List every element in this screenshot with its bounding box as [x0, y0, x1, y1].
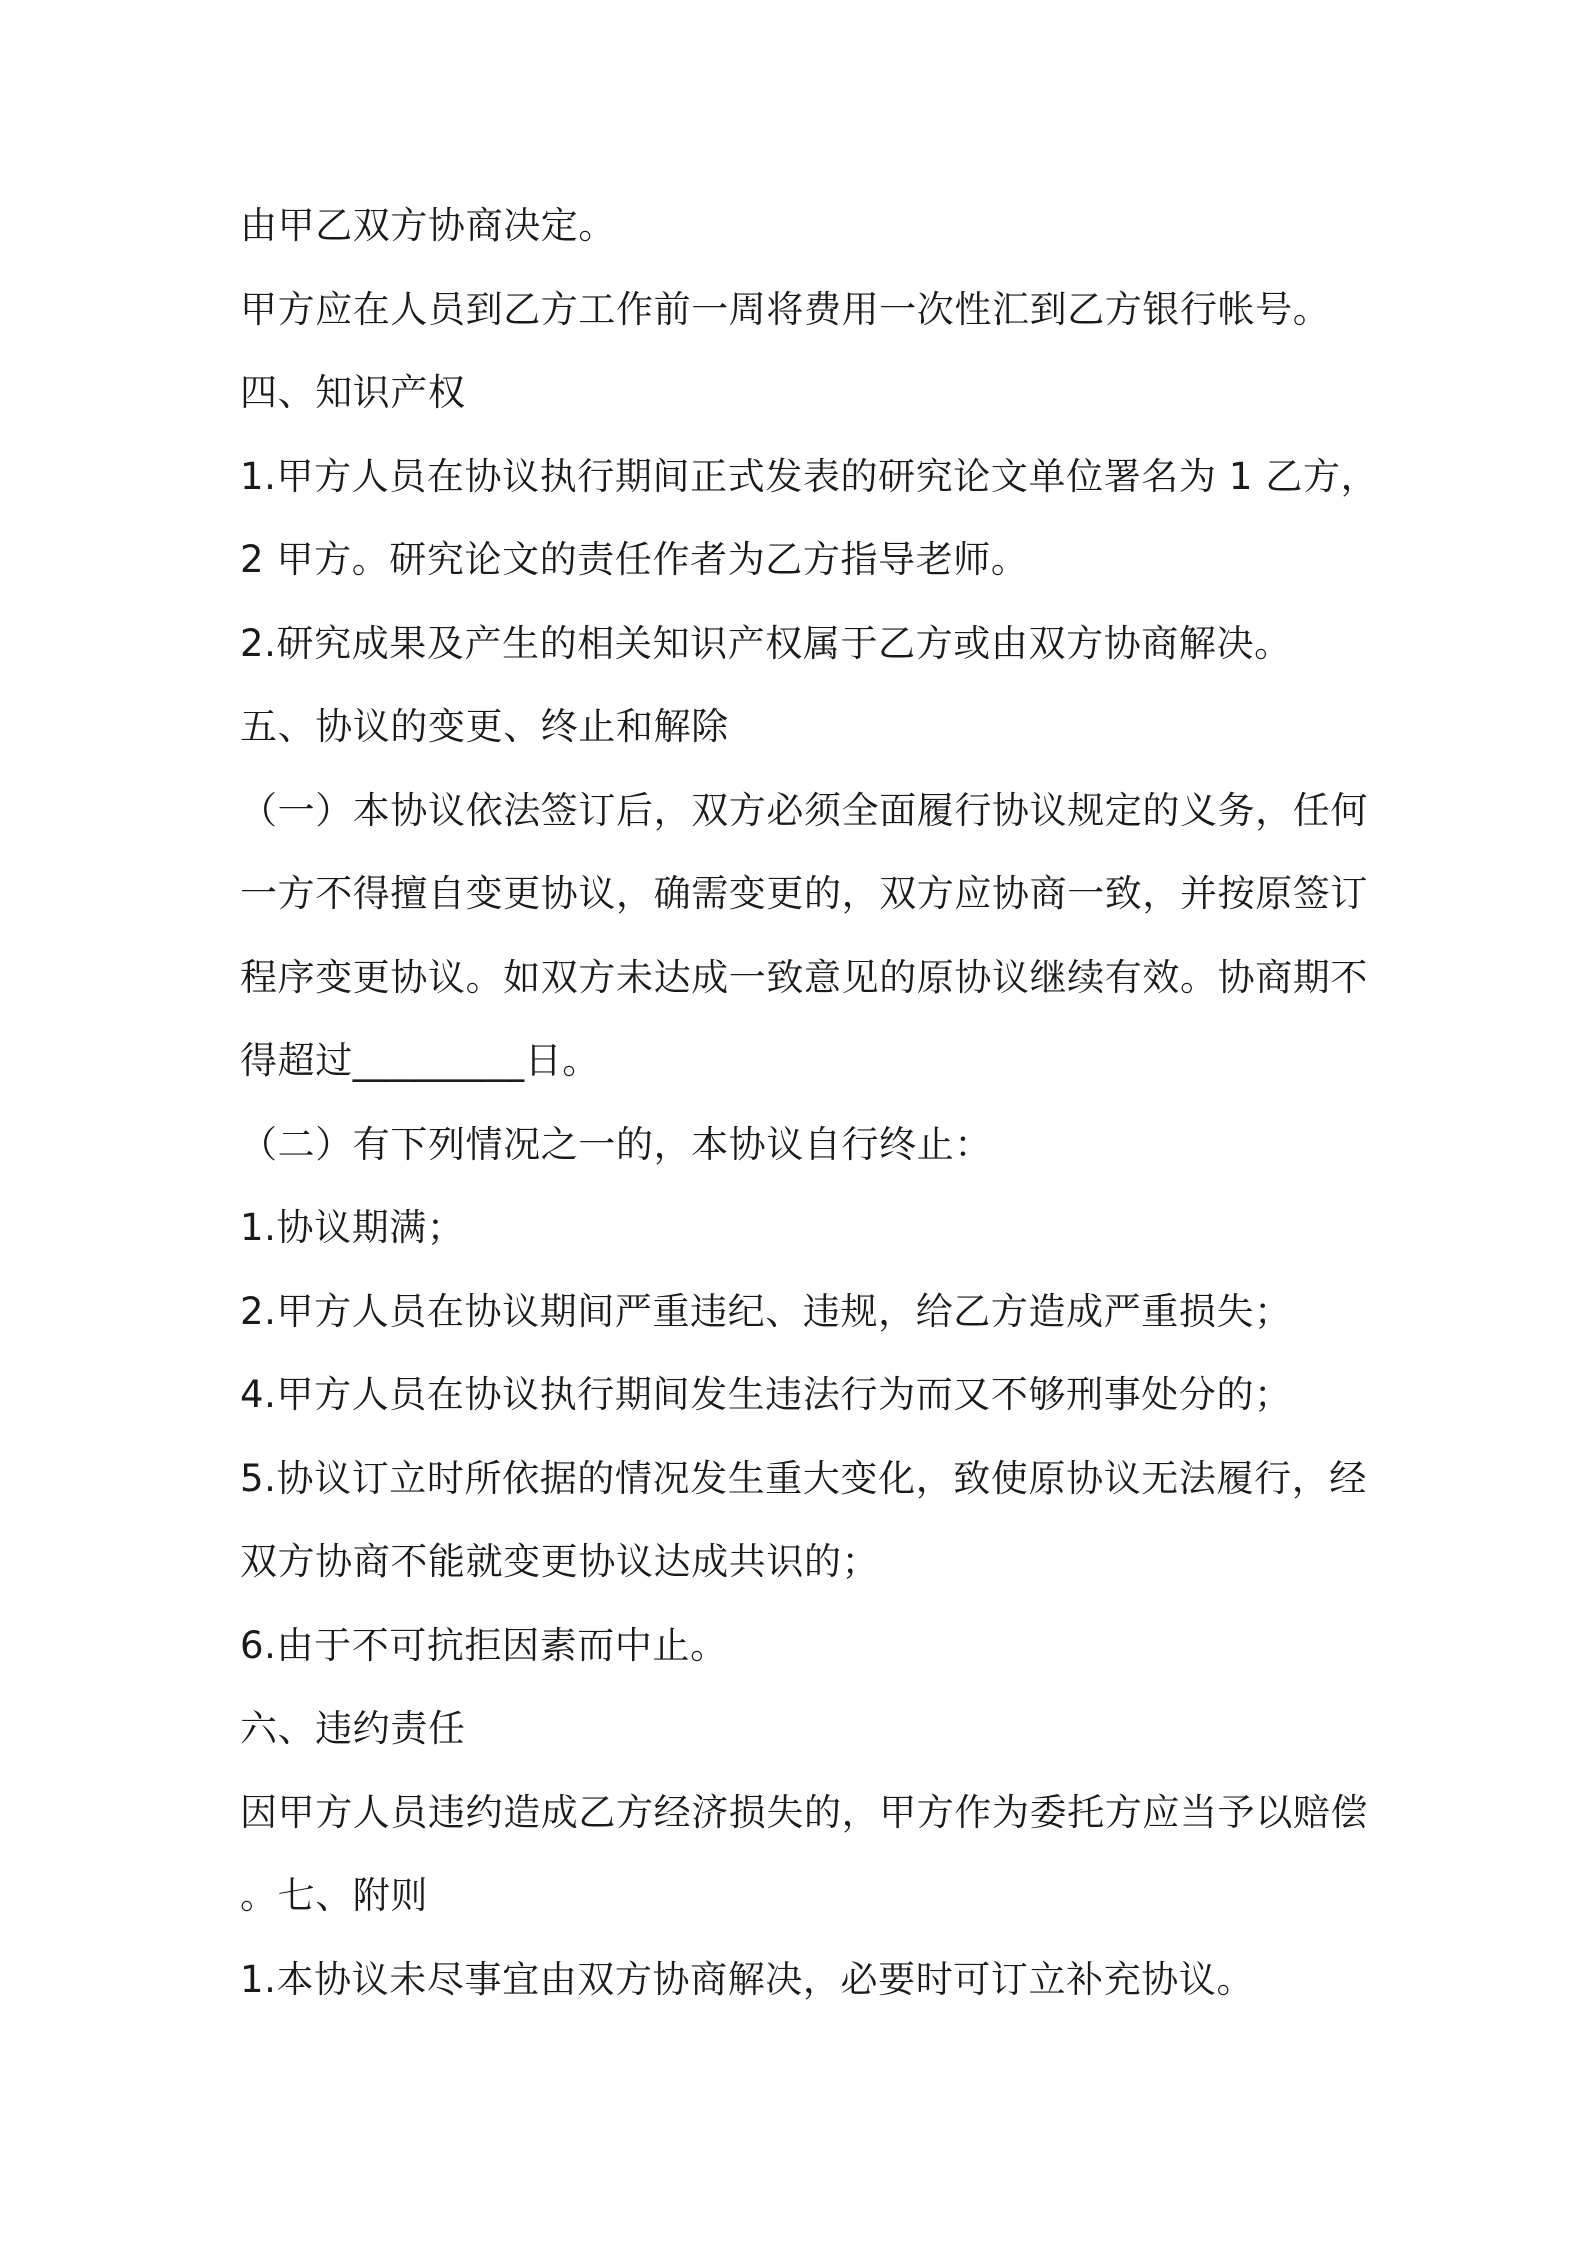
- text-line: 双方协商不能就变更协议达成共识的；: [240, 1540, 880, 1583]
- text-line: 2.研究成果及产生的相关知识产权属于乙方或由双方协商解决。: [240, 621, 1292, 665]
- text-line: 一方不得擅自变更协议，确需变更的，双方应协商一致，并按原签订: [240, 872, 1368, 915]
- section-heading: 。七、附则: [240, 1874, 428, 1917]
- section-heading: 四、知识产权: [240, 371, 466, 414]
- text-line: 1.本协议未尽事宜由双方协商解决，必要时可订立补充协议。: [240, 1957, 1255, 2001]
- text-line: 1.协议期满；: [240, 1206, 465, 1249]
- section-heading: 六、违约责任: [240, 1707, 466, 1750]
- text-line: （二）有下列情况之一的，本协议自行终止：: [240, 1122, 992, 1166]
- text-line: 6.由于不可抗拒因素而中止。: [240, 1623, 728, 1667]
- text-line: （一）本协议依法签订后，双方必须全面履行协议规定的义务，任何: [240, 788, 1368, 832]
- text-line: 得超过_________日。: [240, 1039, 600, 1082]
- text-line: 因甲方人员违约造成乙方经济损失的，甲方作为委托方应当予以赔偿: [240, 1790, 1368, 1834]
- text-line: 程序变更协议。如双方未达成一致意见的原协议继续有效。协商期不: [240, 955, 1368, 999]
- text-line: 2.甲方人员在协议期间严重违纪、违规，给乙方造成严重损失；: [240, 1289, 1292, 1333]
- document-body: [240, 196, 1379, 2033]
- text-line: 2 甲方。研究论文的责任作者为乙方指导老师。: [240, 538, 1029, 581]
- text-line: 4.甲方人员在协议执行期间发生违法行为而又不够刑事处分的；: [240, 1373, 1292, 1416]
- section-heading: 五、协议的变更、终止和解除: [240, 705, 729, 748]
- text-line: 5.协议订立时所依据的情况发生重大变化，致使原协议无法履行，经: [240, 1456, 1367, 1500]
- text-line: 1.甲方人员在协议执行期间正式发表的研究论文单位署名为 1 乙方，: [240, 454, 1379, 498]
- text-line: 由甲乙双方协商决定。: [240, 204, 616, 247]
- text-line: 甲方应在人员到乙方工作前一周将费用一次性汇到乙方银行帐号。: [240, 287, 1331, 331]
